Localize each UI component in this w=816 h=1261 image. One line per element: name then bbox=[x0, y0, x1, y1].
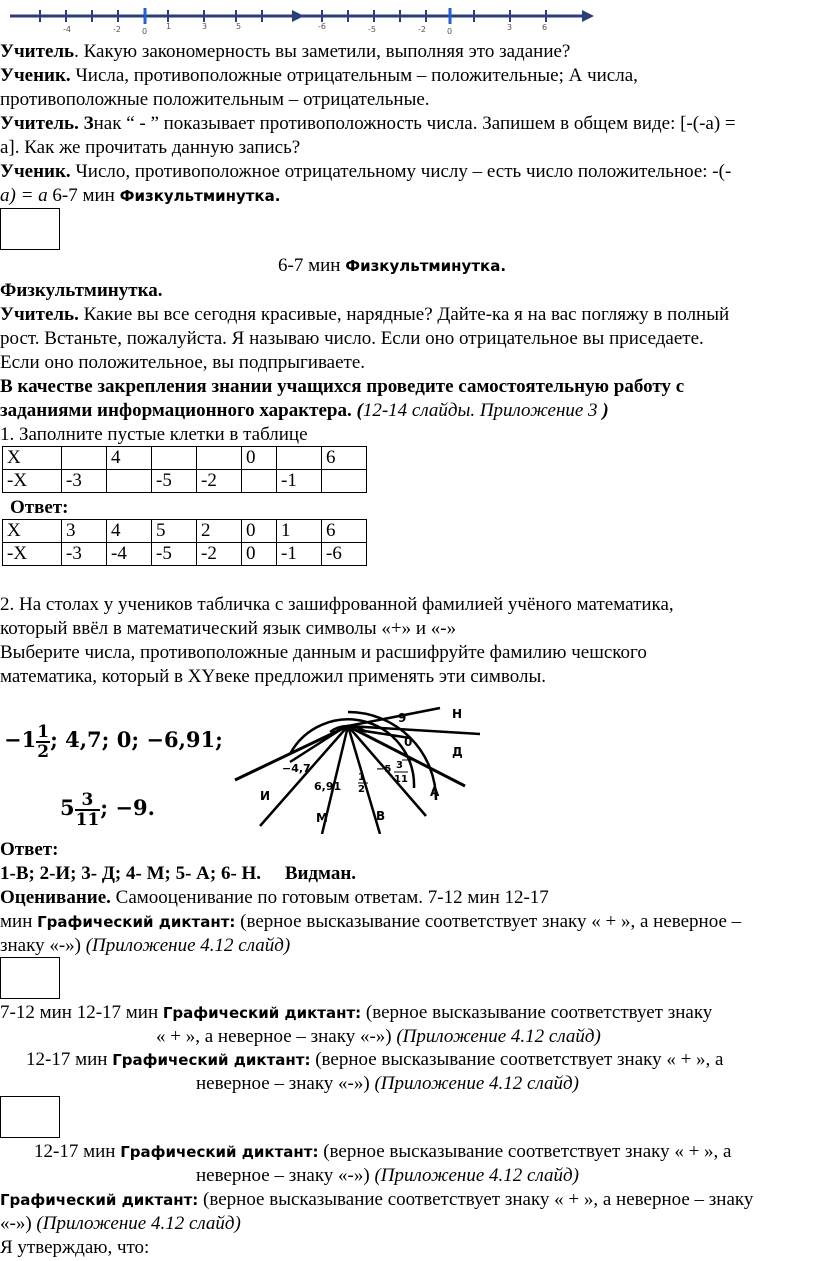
diagram-label: 6,91 bbox=[314, 780, 342, 793]
table-cell: -2 bbox=[197, 470, 242, 493]
repeat-line: неверное – знаку «-») (Приложение 4.12 слайд) bbox=[196, 1073, 579, 1094]
dialog-line: противоположные положительным – отрицательные. bbox=[0, 89, 430, 110]
table-cell: -X bbox=[3, 470, 62, 493]
dialog-line: Учитель. Знак “ - ” показывает противоположность числа. Запишем в общем виде: [-(-а) = bbox=[0, 113, 736, 134]
tick-label: 0 bbox=[447, 27, 453, 36]
consolidation-line: В качестве закрепления знании учащихся проведите самостоятельную работу с bbox=[0, 376, 685, 397]
tick-label: 0 bbox=[142, 27, 148, 36]
table-cell bbox=[62, 447, 107, 470]
table-cell: 1 bbox=[277, 520, 322, 543]
diagram-letter: В bbox=[376, 809, 386, 823]
table-cell: -1 bbox=[277, 543, 322, 566]
table-cell bbox=[277, 447, 322, 470]
table-cell: 0 bbox=[242, 543, 277, 566]
tick-label: 6 bbox=[542, 23, 548, 32]
table-cell: 6 bbox=[322, 447, 367, 470]
fizk-line: Учитель. Какие вы все сегодня красивые, нарядные? Дайте-ка я на вас погляжу в полный bbox=[0, 304, 730, 325]
task2-line: математика, который в XYвеке предложил применять эти символы. bbox=[0, 666, 546, 687]
task1-title: 1. Заполните пустые клетки в таблице bbox=[0, 424, 308, 445]
table-row bbox=[3, 520, 367, 543]
table-cell: -6 bbox=[322, 543, 367, 566]
table-cell bbox=[322, 470, 367, 493]
image-placeholder bbox=[0, 1096, 60, 1138]
tick-label: 3 bbox=[507, 23, 513, 32]
consolidation-line: заданиями информационного характера. (12-14 слайды. Приложение 3 ) bbox=[0, 400, 609, 421]
table-cell: -2 bbox=[197, 543, 242, 566]
diagram-letter: Н bbox=[452, 707, 463, 721]
diagram-label: 3 bbox=[396, 760, 403, 771]
diagram-letter: Д bbox=[452, 745, 463, 759]
fizk-line: Если оно положительное, вы подпрыгиваете. bbox=[0, 352, 366, 373]
table-cell: -3 bbox=[62, 470, 107, 493]
task1-table bbox=[2, 446, 367, 493]
table-cell: -X bbox=[3, 543, 62, 566]
fraction: $\frac{1}{2}$ bbox=[37, 721, 50, 762]
repeat-line: « + », а неверное – знаку «-») (Приложение 4.12 слайд) bbox=[156, 1026, 601, 1047]
table-row bbox=[3, 447, 367, 470]
answer2-line: 1-В; 2-И; 3- Д; 4- М; 5- А; 6- Н. Видман. bbox=[0, 863, 357, 884]
fizk-center-heading: 6-7 мин Физкультминутка. bbox=[278, 255, 507, 276]
diagram-letter: И bbox=[260, 789, 271, 803]
table-cell bbox=[197, 447, 242, 470]
diagram-label: 11 bbox=[394, 774, 408, 785]
image-placeholder bbox=[0, 957, 60, 999]
tick-label: -2 bbox=[418, 25, 426, 34]
diagram-label: −5 bbox=[376, 764, 392, 775]
task2-line: Выберите числа, противоположные данным и расшифруйте фамилию чешского bbox=[0, 642, 647, 663]
assessment-line: мин Графический диктант: (верное высказывание соответствует знаку « + », а неверное – bbox=[0, 911, 742, 932]
answer2-label: Ответ: bbox=[0, 839, 59, 860]
table-cell: X bbox=[3, 447, 62, 470]
table-cell: -5 bbox=[152, 470, 197, 493]
table-cell bbox=[107, 470, 152, 493]
fraction: $\frac{3}{11}$ bbox=[75, 789, 100, 830]
dialog-line: а]. Как же прочитать данную запись? bbox=[0, 137, 301, 158]
table-cell bbox=[242, 470, 277, 493]
numbers-row-2: 5 $\frac{3}{11}$ ; −9. bbox=[60, 789, 155, 830]
repeat-line: «-») (Приложение 4.12 слайд) bbox=[0, 1213, 241, 1234]
table-cell: 0 bbox=[242, 520, 277, 543]
dialog-line: Ученик. Число, противоположное отрицательному числу – есть число положительное: -(- bbox=[0, 161, 732, 182]
table-cell: 2 bbox=[197, 520, 242, 543]
image-placeholder bbox=[0, 208, 60, 250]
tick-label: -4 bbox=[63, 25, 71, 34]
fizk-line: рост. Встаньте, пожалуйста. Я называю число. Если оно отрицательное вы приседаете. bbox=[0, 328, 704, 349]
table-cell: -5 bbox=[152, 543, 197, 566]
assessment-line: Оценивание. Самооценивание по готовым ответам. 7-12 мин 12-17 bbox=[0, 887, 549, 908]
closing-line: Я утверждаю, что: bbox=[0, 1237, 150, 1258]
diagram-label: 0 bbox=[404, 735, 413, 749]
assessment-line: знаку «-») (Приложение 4.12 слайд) bbox=[0, 935, 291, 956]
numbers-row-1: −1 $\frac{1}{2}$ ; 4,7; 0; −6,91; bbox=[4, 721, 223, 762]
table-cell: 4 bbox=[107, 520, 152, 543]
tick-label: -6 bbox=[318, 22, 326, 31]
table-cell: -3 bbox=[62, 543, 107, 566]
table-cell bbox=[152, 447, 197, 470]
table-cell: -4 bbox=[107, 543, 152, 566]
repeat-line: 12-17 мин Графический диктант: (верное высказывание соответствует знаку « + », а bbox=[26, 1049, 724, 1070]
table-cell: 4 bbox=[107, 447, 152, 470]
diagram-label: 9 bbox=[398, 711, 407, 725]
tick-label: -2 bbox=[113, 25, 121, 34]
number-line-b bbox=[300, 8, 594, 36]
diagram-label: 2 bbox=[358, 784, 365, 795]
repeat-line: 7-12 мин 12-17 мин Графический диктант: (верное высказывание соответствует знаку bbox=[0, 1002, 713, 1023]
table-cell: -1 bbox=[277, 470, 322, 493]
task2-line: 2. На столах у учеников табличка с зашифрованной фамилией учёного математика, bbox=[0, 594, 674, 615]
table-row bbox=[3, 543, 367, 566]
diagram-label: −4,7 bbox=[282, 762, 311, 775]
tick-label: 3 bbox=[202, 22, 208, 31]
dialog-line: Ученик. Числа, противоположные отрицательным – положительные; А числа, bbox=[0, 65, 638, 86]
dialog-line: Учитель. Какую закономерность вы заметили, выполняя это задание? bbox=[0, 41, 571, 62]
diagram-letter: А bbox=[430, 785, 440, 799]
table-cell: 6 bbox=[322, 520, 367, 543]
task1-answer-label: Ответ: bbox=[10, 497, 69, 518]
table-cell: X bbox=[3, 520, 62, 543]
dialog-line: а) = а 6-7 мин Физкультминутка. bbox=[0, 185, 281, 206]
tick-label: -5 bbox=[368, 25, 376, 34]
table-row bbox=[3, 470, 367, 493]
task1-answer-table bbox=[2, 519, 367, 566]
diagram-letter: М bbox=[316, 811, 328, 825]
table-cell: 5 bbox=[152, 520, 197, 543]
task2-line: который ввёл в математический язык символы «+» и «-» bbox=[0, 618, 457, 639]
diagram-label: 1 bbox=[358, 772, 365, 783]
table-cell: 0 bbox=[242, 447, 277, 470]
number-lines-figure bbox=[0, 0, 600, 36]
table-cell: 3 bbox=[62, 520, 107, 543]
cipher-sector-diagram bbox=[230, 698, 490, 834]
number-line-a bbox=[10, 8, 304, 36]
repeat-line: 12-17 мин Графический диктант: (верное высказывание соответствует знаку « + », а bbox=[34, 1141, 732, 1162]
tick-label: 5 bbox=[236, 22, 242, 31]
repeat-line: Графический диктант: (верное высказывание соответствует знаку « + », а неверное – знаку bbox=[0, 1189, 754, 1210]
tick-label: 1 bbox=[166, 22, 172, 31]
repeat-line: неверное – знаку «-») (Приложение 4.12 слайд) bbox=[196, 1165, 579, 1186]
fizk-heading: Физкультминутка. bbox=[0, 280, 163, 301]
